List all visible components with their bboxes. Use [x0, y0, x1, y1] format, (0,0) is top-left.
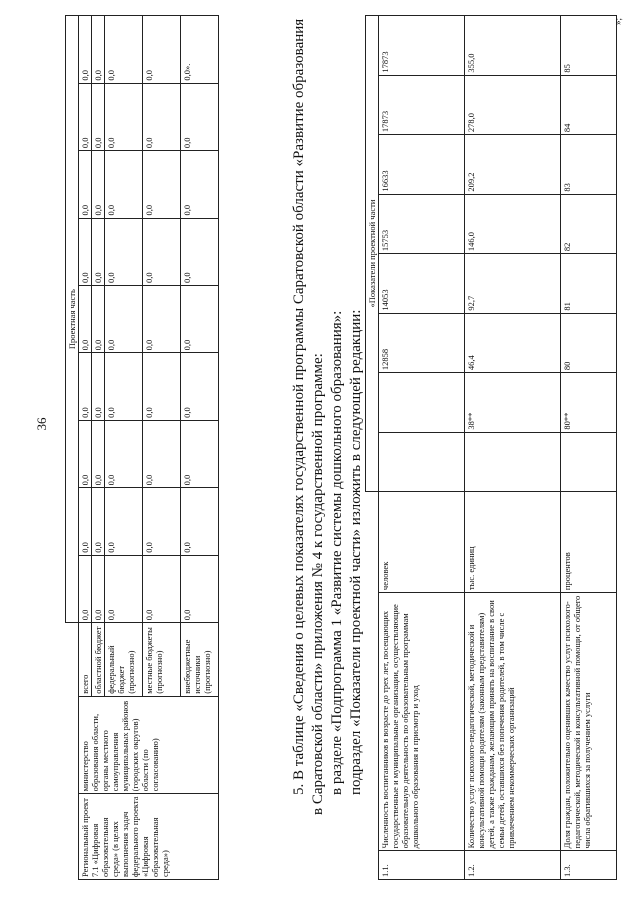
- rotated-page: [65, 15, 635, 880]
- value-cell: 92,7: [465, 254, 561, 314]
- source-cell: федеральный бюджет (прогнозно): [105, 623, 143, 697]
- value-cell: 0,0: [143, 555, 181, 622]
- value-cell: 0,0: [181, 555, 219, 622]
- value-cell: 14053: [379, 254, 465, 314]
- row-number: 1.2.: [465, 851, 561, 880]
- value-cell: [465, 432, 561, 492]
- value-cell: 0,0: [92, 151, 105, 218]
- value-cell: 0,0».: [181, 16, 219, 84]
- value-cell: 0,0: [92, 488, 105, 555]
- amendment-line-3: подраздел «Показатели проектной части» изложить в следующей редакции:: [348, 309, 364, 795]
- value-cell: 0,0: [143, 218, 181, 285]
- indicator-name: Количество услуг психолого-педагогической, методической и консультативной помощи родителям (законным представителям) детей, а также гражданам, желающим принять на воспитание в свои семьи детей, оставшихся без попечения родителей, в том числе с привлечением некоммерческих организаций: [465, 593, 561, 851]
- value-cell: 0,0: [181, 420, 219, 487]
- value-cell: 0,0: [105, 555, 143, 622]
- table-row: [561, 16, 617, 880]
- value-cell: 80: [561, 313, 617, 373]
- closing-mark: »;: [613, 17, 623, 25]
- value-cell: 80**: [561, 373, 617, 433]
- value-cell: 16633: [379, 135, 465, 195]
- value-cell: 0,0: [105, 488, 143, 555]
- source-cell: местные бюджеты (прогнозно): [143, 623, 181, 697]
- amendment-line-2: в разделе «Подпрограмма 1 «Развитие системы дошкольного образования»:: [329, 310, 345, 795]
- value-cell: 0,0: [181, 218, 219, 285]
- page-number: 36: [34, 417, 49, 431]
- value-cell: 0,0: [79, 16, 92, 84]
- value-cell: 0,0: [105, 285, 143, 352]
- amendment-paragraph: [290, 15, 366, 815]
- value-cell: 38**: [465, 373, 561, 433]
- value-cell: 278,0: [465, 75, 561, 135]
- value-cell: 0,0: [79, 285, 92, 352]
- value-cell: 83: [561, 135, 617, 195]
- value-cell: 0,0: [143, 16, 181, 84]
- value-cell: 0,0: [181, 488, 219, 555]
- value-cell: 15753: [379, 194, 465, 254]
- value-cell: 0,0: [79, 83, 92, 150]
- value-cell: 0,0: [79, 151, 92, 218]
- value-cell: 0,0: [79, 488, 92, 555]
- value-cell: 146,0: [465, 194, 561, 254]
- indicator-name: Численность воспитанников в возрасте до трех лет, посещающих государственные и муниципальные организации, осуществляющие образовательную деятельность по образовательным программам дошкольного образования и присмотр и уход: [379, 593, 465, 851]
- value-cell: 0,0: [143, 353, 181, 420]
- amendment-line-1: 5. В таблице «Сведения о целевых показателях государственной программы Саратовской области «Развитие образования в Саратовской области» приложения № 4 к государственной программе:: [291, 18, 326, 815]
- value-cell: 355,0: [465, 16, 561, 76]
- value-cell: 0,0: [105, 16, 143, 84]
- value-cell: 0,0: [105, 83, 143, 150]
- value-cell: 0,0: [79, 555, 92, 622]
- organization-label: министерство образования области, органы местного самоуправления муниципальных районов (городских округов) области (по согласованию): [79, 696, 219, 794]
- value-cell: 0,0: [105, 420, 143, 487]
- value-cell: 0,0: [92, 353, 105, 420]
- value-cell: 0,0: [181, 285, 219, 352]
- value-cell: 209,2: [465, 135, 561, 195]
- funding-table: [65, 15, 219, 880]
- value-cell: 0,0: [181, 151, 219, 218]
- value-cell: 0,0: [79, 218, 92, 285]
- value-cell: 0,0: [181, 353, 219, 420]
- value-cell: 0,0: [105, 353, 143, 420]
- project-part-header: Проектная часть: [66, 16, 79, 623]
- source-cell: внебюджетные источники (прогнозно): [181, 623, 219, 697]
- indicators-table: [365, 15, 617, 880]
- value-cell: 0,0: [92, 555, 105, 622]
- value-cell: 0,0: [79, 420, 92, 487]
- value-cell: 0,0: [143, 420, 181, 487]
- value-cell: 0,0: [143, 151, 181, 218]
- value-cell: [379, 432, 465, 492]
- indicator-unit: человек: [379, 492, 465, 593]
- row-number: 1.3.: [561, 851, 617, 880]
- value-cell: 0,0: [92, 218, 105, 285]
- value-cell: 17873: [379, 16, 465, 76]
- row-number: 1.1.: [379, 851, 465, 880]
- value-cell: [561, 432, 617, 492]
- value-cell: 82: [561, 194, 617, 254]
- value-cell: 46,4: [465, 313, 561, 373]
- indicator-unit: процентов: [561, 492, 617, 593]
- value-cell: 0,0: [105, 151, 143, 218]
- value-cell: 0,0: [79, 353, 92, 420]
- section-header: «Показатели проектной части: [366, 16, 379, 492]
- value-cell: 0,0: [92, 83, 105, 150]
- value-cell: 0,0: [105, 218, 143, 285]
- table-row: [465, 16, 561, 880]
- value-cell: 0,0: [143, 285, 181, 352]
- value-cell: 0,0: [143, 488, 181, 555]
- source-cell: областной бюджет: [92, 623, 105, 697]
- value-cell: 0,0: [143, 83, 181, 150]
- indicator-name: Доля граждан, положительно оценивших качество услуг психолого-педагогической, методической и консультативной помощи, от общего числа обратившихся за получением услуги: [561, 593, 617, 851]
- value-cell: 12858: [379, 313, 465, 373]
- value-cell: 17873: [379, 75, 465, 135]
- value-cell: 0,0: [92, 16, 105, 84]
- value-cell: 0,0: [92, 285, 105, 352]
- indicator-unit: тыс. единиц: [465, 492, 561, 593]
- value-cell: 81: [561, 254, 617, 314]
- value-cell: [379, 373, 465, 433]
- source-cell: всего: [79, 623, 92, 697]
- value-cell: 85: [561, 16, 617, 76]
- value-cell: 0,0: [181, 83, 219, 150]
- value-cell: 84: [561, 75, 617, 135]
- program-label: Региональный проект 7.1 «Цифровая образовательная среда» (в целях выполнения задач федерального проекта «Цифровая образовательная среда»): [79, 794, 219, 880]
- table-row: [379, 16, 465, 880]
- value-cell: 0,0: [92, 420, 105, 487]
